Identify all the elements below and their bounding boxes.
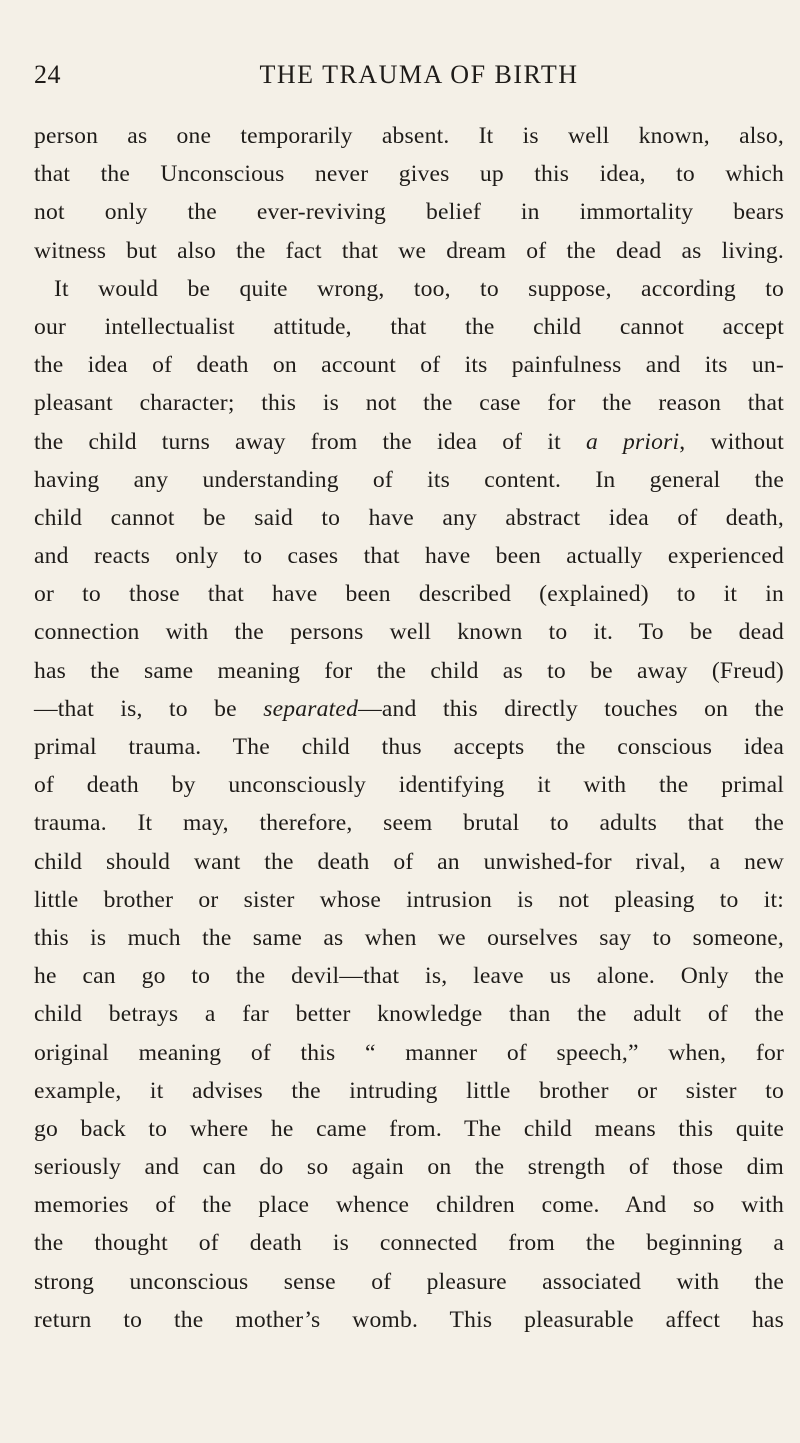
text-line [34, 690, 784, 728]
text-line: child betrays a far better knowledge than the adult of the [34, 1001, 784, 1028]
italic-phrase: separated [263, 695, 359, 722]
text-line: seriously and can do so again on the strength of those dim [34, 1154, 784, 1181]
text-line: and reacts only to cases that have been actually experienced [34, 543, 784, 570]
text-line: strong unconscious sense of pleasure associated with the [34, 1268, 784, 1295]
text-line [34, 423, 784, 461]
text-line: child should want the death of an unwished-for rival, a new [34, 848, 784, 875]
text-line: connection with the persons well known to it. To be dead [34, 619, 784, 646]
italic-phrase: a priori [585, 428, 680, 455]
text-line: the thought of death is connected from the beginning a [34, 1230, 784, 1257]
text-line: original meaning of this “ manner of speech,” when, for [34, 1039, 784, 1066]
text-line: this is much the same as when we ourselves say to someone, [34, 924, 784, 951]
text-line: the idea of death on account of its painfulness and its un- [34, 352, 784, 379]
text-line: person as one temporarily absent. It is well known, also, [34, 123, 784, 149]
text-line: having any understanding of its content. In general the [34, 466, 784, 493]
text-line: not only the ever-reviving belief in immortality bears [34, 199, 784, 226]
text-line: has the same meaning for the child as to be away (Freud) [34, 657, 784, 684]
text-segment: , without [679, 428, 784, 455]
running-head [34, 60, 784, 96]
text-segment: —and this directly touches on the [358, 695, 784, 722]
text-line: pleasant character; this is not the case for the reason that [34, 390, 784, 417]
text-line: he can go to the devil—that is, leave us alone. Only the [34, 963, 784, 990]
text-line: that the Unconscious never gives up this idea, to which [34, 161, 784, 188]
text-line: of death by unconsciously identifying it with the primal [34, 772, 784, 799]
text-line: memories of the place whence children come. And so with [34, 1192, 784, 1219]
text-line: go back to where he came from. The child means this quite [34, 1115, 784, 1142]
text-line: witness but also the fact that we dream of the dead as living. [34, 237, 784, 264]
text-segment: —that is, to be [34, 695, 264, 722]
text-line: or to those that have been described (explained) to it in [34, 581, 784, 608]
text-line: little brother or sister whose intrusion is not pleasing to it: [34, 886, 784, 913]
text-line: trauma. It may, therefore, seem brutal to adults that the [34, 810, 784, 837]
body-text [34, 117, 784, 1339]
text-line: example, it advises the intruding little brother or sister to [34, 1077, 784, 1104]
text-line: child cannot be said to have any abstract idea of death, [34, 504, 784, 531]
text-line: primal trauma. The child thus accepts the conscious idea [34, 734, 784, 760]
text-line: It would be quite wrong, too, to suppose, according to [54, 275, 784, 302]
text-line: our intellectualist attitude, that the child cannot accept [34, 313, 784, 340]
text-line: return to the mother’s womb. This pleasurable affect has [34, 1306, 784, 1333]
running-title: THE TRAUMA OF BIRTH [259, 60, 579, 89]
text-segment: the child turns away from the idea of it [34, 428, 586, 455]
page-number: 24 [34, 60, 61, 89]
